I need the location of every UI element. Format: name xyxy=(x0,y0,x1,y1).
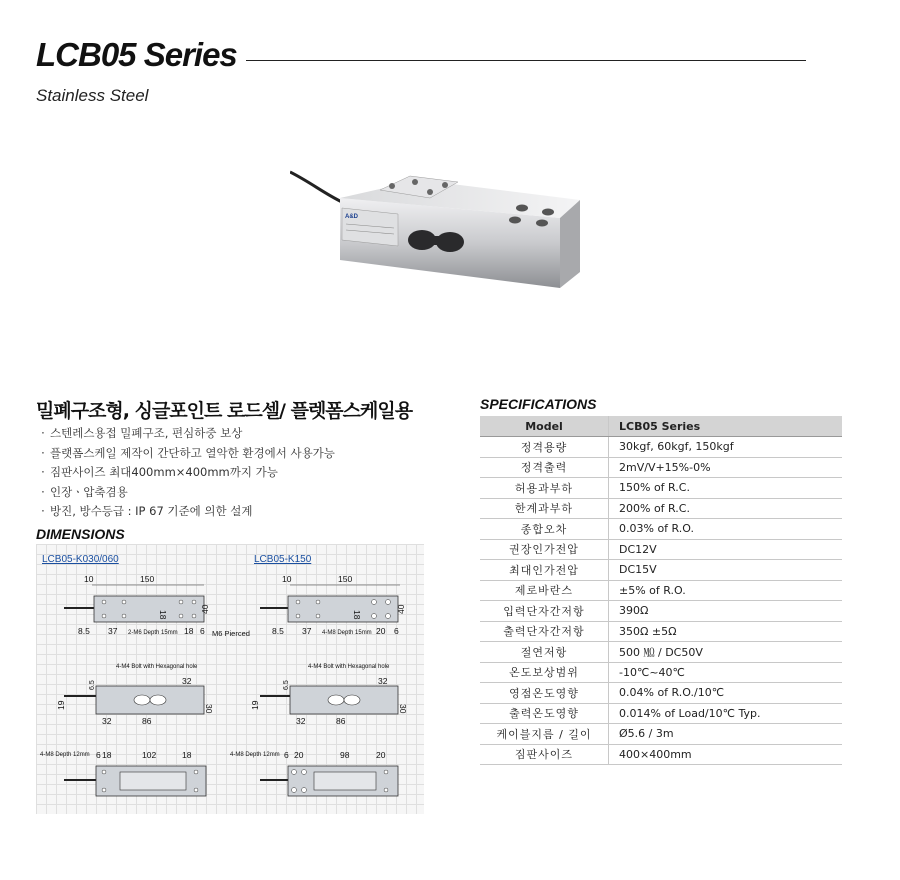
page-title xyxy=(36,36,237,74)
spec-value: 390Ω xyxy=(609,601,843,622)
specifications-heading: SPECIFICATIONS xyxy=(480,396,597,412)
spec-label: 출력온도영향 xyxy=(480,703,609,724)
bolt-note: 4-M4 Bolt with Hexagonal hole xyxy=(308,664,390,670)
dim-label: 6.5 xyxy=(283,680,290,690)
spec-label: 권장인가전압 xyxy=(480,539,609,560)
spec-value: 30kgf, 60kgf, 150kgf xyxy=(609,437,843,458)
dim-label: 18 xyxy=(158,610,168,620)
dim-label: 37 xyxy=(302,626,312,636)
feature-item: · 스텐레스용접 밀폐구조, 편심하중 보상 xyxy=(36,424,335,444)
right-model-label: LCB05-K150 xyxy=(254,554,312,565)
spec-value: 150% of R.C. xyxy=(609,478,843,499)
spec-label: 케이블지름 / 길이 xyxy=(480,724,609,745)
dim-label: 37 xyxy=(108,626,118,636)
dim-label: 19 xyxy=(250,700,260,710)
spec-label: 정격용량 xyxy=(480,437,609,458)
model-name: LCB05 xyxy=(36,36,136,73)
hole-note: 4-M8 Depth 12mm xyxy=(230,752,280,758)
product-headline: 밀폐구조형, 싱글포인트 로드셀/ 플렛폼스케일용 xyxy=(36,400,413,422)
dim-label: 18 xyxy=(182,750,192,760)
table-row xyxy=(480,457,842,478)
feature-item: · 플랫폼스케일 제작이 간단하고 열악한 환경에서 사용가능 xyxy=(36,444,335,464)
dim-label: 86 xyxy=(142,716,152,726)
spec-label: 한계과부하 xyxy=(480,498,609,519)
table-row xyxy=(480,437,842,458)
table-row xyxy=(480,580,842,601)
left-model-label: LCB05-K030/060 xyxy=(42,554,119,565)
spec-label: 절연저항 xyxy=(480,642,609,663)
hole-note: M6 Pierced xyxy=(212,629,250,638)
dimensions-heading: DIMENSIONS xyxy=(36,526,125,542)
spec-label: 허용과부하 xyxy=(480,478,609,499)
column-header: Model xyxy=(480,416,609,437)
feature-list xyxy=(36,424,335,522)
spec-label: 온도보상범위 xyxy=(480,662,609,683)
table-row xyxy=(480,560,842,581)
spec-label: 종합오차 xyxy=(480,519,609,540)
dim-label: 18 xyxy=(352,610,362,620)
spec-value: -10℃~40℃ xyxy=(609,662,843,683)
dim-label: 86 xyxy=(336,716,346,726)
dim-label: 8.5 xyxy=(272,626,284,636)
column-header: LCB05 Series xyxy=(609,416,843,437)
dim-label: 6.5 xyxy=(89,680,96,690)
spec-value: 0.014% of Load/10℃ Typ. xyxy=(609,703,843,724)
table-row xyxy=(480,724,842,745)
table-row xyxy=(480,601,842,622)
dim-label: 18 xyxy=(184,626,194,636)
spec-label: 영점온도영향 xyxy=(480,683,609,704)
feature-item: · 인장ㆍ압축겸용 xyxy=(36,483,335,503)
feature-item: · 방진, 방수등급 : IP 67 기준에 의한 설계 xyxy=(36,502,335,522)
brand-logo: A&D xyxy=(345,214,358,220)
table-row xyxy=(480,498,842,519)
dim-label: 8.5 xyxy=(78,626,90,636)
table-row xyxy=(480,703,842,724)
spec-label: 제로바란스 xyxy=(480,580,609,601)
spec-value: DC12V xyxy=(609,539,843,560)
spec-value: ±5% of R.O. xyxy=(609,580,843,601)
dim-label: 32 xyxy=(378,676,388,686)
spec-label: 입력단자간저항 xyxy=(480,601,609,622)
spec-value: DC15V xyxy=(609,560,843,581)
feature-item: · 짐판사이즈 최대400mm×400mm까지 가능 xyxy=(36,463,335,483)
spec-value: 200% of R.C. xyxy=(609,498,843,519)
title-divider xyxy=(246,60,806,61)
table-row xyxy=(480,642,842,663)
table-row xyxy=(480,478,842,499)
dim-label: 150 xyxy=(338,574,353,584)
dim-label: 6 xyxy=(96,750,101,760)
table-row xyxy=(480,519,842,540)
dim-label: 20 xyxy=(376,626,386,636)
table-row xyxy=(480,744,842,765)
spec-label: 정격출력 xyxy=(480,457,609,478)
spec-label: 짐판사이즈 xyxy=(480,744,609,765)
spec-value: 400×400mm xyxy=(609,744,843,765)
dimension-drawings xyxy=(36,544,424,814)
dim-label: 150 xyxy=(140,574,155,584)
load-cell-photo xyxy=(290,160,590,310)
spec-value: 500 ㏁ / DC50V xyxy=(609,642,843,663)
dim-label: 98 xyxy=(340,750,350,760)
dim-label: 30 xyxy=(204,704,214,714)
dim-label: 40 xyxy=(200,604,210,614)
series-label: Series xyxy=(143,36,237,73)
spec-value: 0.03% of R.O. xyxy=(609,519,843,540)
dim-label: 32 xyxy=(182,676,192,686)
material-subtitle: Stainless Steel xyxy=(36,86,149,105)
specifications-table xyxy=(480,416,842,765)
hole-note: 4-M8 Depth 12mm xyxy=(40,752,90,758)
spec-value: 2mV/V+15%-0% xyxy=(609,457,843,478)
dim-label: 10 xyxy=(84,574,94,584)
spec-value: 0.04% of R.O./10℃ xyxy=(609,683,843,704)
dim-label: 18 xyxy=(102,750,112,760)
dim-label: 20 xyxy=(376,750,386,760)
table-row xyxy=(480,683,842,704)
spec-label: 최대인가전압 xyxy=(480,560,609,581)
dim-label: 32 xyxy=(296,716,306,726)
spec-value: 350Ω ±5Ω xyxy=(609,621,843,642)
dim-label: 19 xyxy=(56,700,66,710)
spec-label: 출력단자간저항 xyxy=(480,621,609,642)
dim-label: 40 xyxy=(396,604,406,614)
table-row xyxy=(480,662,842,683)
table-header-row xyxy=(480,416,842,437)
table-row xyxy=(480,621,842,642)
dim-label: 102 xyxy=(142,750,157,760)
dim-label: 10 xyxy=(282,574,292,584)
spec-value: Ø5.6 / 3m xyxy=(609,724,843,745)
dim-label: 32 xyxy=(102,716,112,726)
dim-label: 30 xyxy=(398,704,408,714)
table-row xyxy=(480,539,842,560)
dim-label: 20 xyxy=(294,750,304,760)
dim-label: 6 xyxy=(284,750,289,760)
hole-note: 4-M8 Depth 15mm xyxy=(322,630,372,636)
hole-note: 2-M6 Depth 15mm xyxy=(128,630,178,636)
dim-label: 6 xyxy=(200,626,205,636)
bolt-note: 4-M4 Bolt with Hexagonal hole xyxy=(116,664,198,670)
dim-label: 6 xyxy=(394,626,399,636)
